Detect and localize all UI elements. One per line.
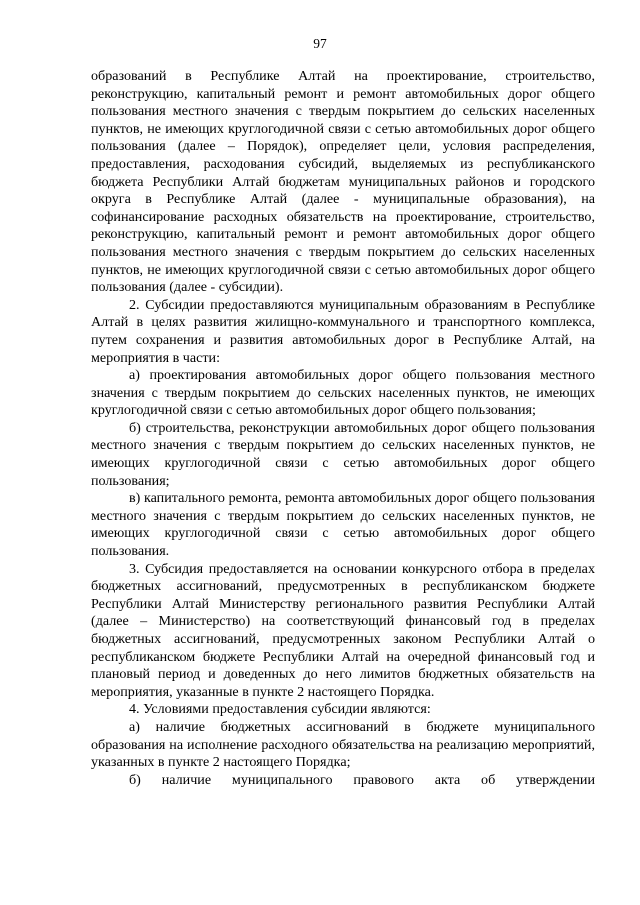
document-body <box>91 68 595 789</box>
paragraph-2: 2. Субсидии предоставляются муниципальным образованиям в Республике Алтай в целях развития жилищно-коммунального и транспортного комплекса, путем сохранения и развития автомобильных дорог в Республике Алтай, на мероприятия в части: <box>91 296 595 366</box>
paragraph-3: 3. Субсидия предоставляется на основании конкурсного отбора в пределах бюджетных ассигнований, предусмотренных в республиканском бюджете Республики Алтай Министерству регионального развития Республики Алтай (далее – Министерство) на соответствующий финансовый год в пределах бюджетных ассигнований, предусмотренных законом Республики Алтай о республиканском бюджете Республики Алтай на очередной финансовый год и плановый период и доведенных до него лимитов бюджетных обязательств на мероприятия, указанные в пункте 2 настоящего Порядка. <box>91 560 595 700</box>
paragraph-intro-continuation: образований в Республике Алтай на проектирование, строительство, реконструкцию, капитальный ремонт и ремонт автомобильных дорог общего пользования местного значения с твердым покрытием до сельских населенных пунктов, не имеющих круглогодичной связи с сетью автомобильных дорог общего пользования (далее – Порядок), определяет цели, условия распределения, предоставления, расходования субсидий, выделяемых из республиканского бюджета Республики Алтай бюджетам муниципальных районов и городского округа в Республике Алтай (далее - муниципальные образования), на софинансирование расходных обязательств на проектирование, строительство, реконструкцию, капитальный ремонт и ремонт автомобильных дорог общего пользования местного значения с твердым покрытием до сельских населенных пунктов, не имеющих круглогодичной связи с сетью автомобильных дорог общего пользования (далее - субсидии). <box>91 68 595 296</box>
paragraph-4-item-a: а) наличие бюджетных ассигнований в бюджете муниципального образования на исполнение расходного обязательства на реализацию мероприятий, указанных в пункте 2 настоящего Порядка; <box>91 718 595 771</box>
paragraph-2-item-b: б) строительства, реконструкции автомобильных дорог общего пользования местного значения с твердым покрытием до сельских населенных пунктов, не имеющих круглогодичной связи с сетью автомобильных дорог общего пользования; <box>91 419 595 489</box>
paragraph-4: 4. Условиями предоставления субсидии являются: <box>129 701 431 718</box>
paragraph-4-item-b: б) наличие муниципального правового акта об утверждении <box>129 771 595 788</box>
paragraph-2-item-a: а) проектирования автомобильных дорог общего пользования местного значения с твердым покрытием до сельских населенных пунктов, не имеющих круглогодичной связи с сетью автомобильных дорог общего пользования; <box>91 367 595 419</box>
paragraph-2-item-c: в) капитального ремонта, ремонта автомобильных дорог общего пользования местного значения с твердым покрытием до сельских населенных пунктов, не имеющих круглогодичной связи с сетью автомобильных дорог общего пользования. <box>91 490 595 560</box>
page-number: 97 <box>313 36 327 51</box>
